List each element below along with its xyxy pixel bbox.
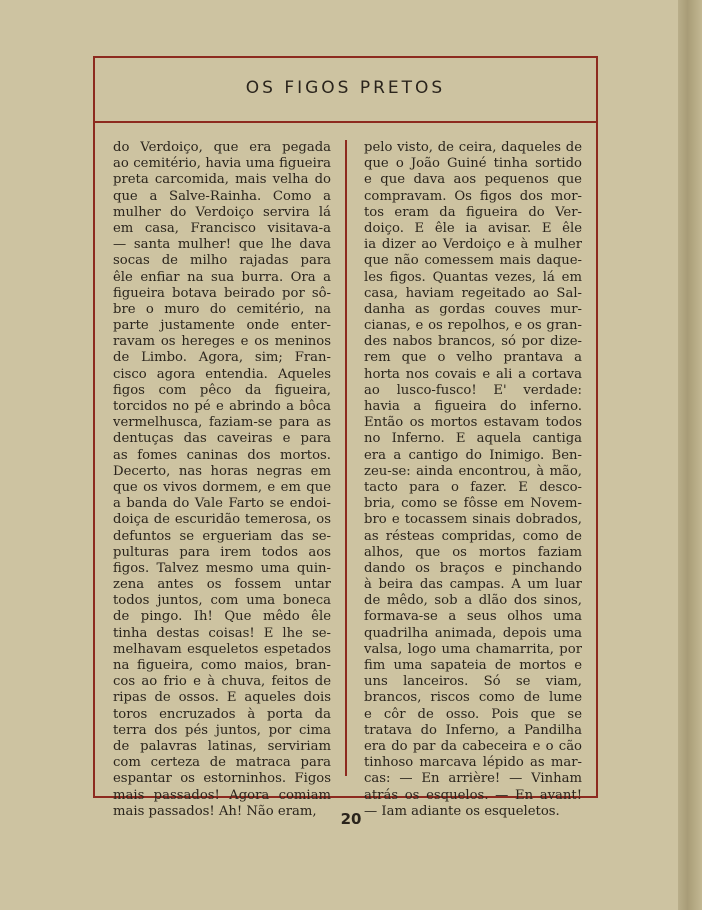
text-line: defuntos se ergueriam das se- bbox=[113, 528, 331, 544]
text-line: tacto para o fazer. E desco- bbox=[364, 479, 582, 495]
text-line: figos. Talvez mesmo uma quin- bbox=[113, 560, 331, 576]
text-line: parte justamente onde enter- bbox=[113, 318, 331, 334]
text-line: à beira das campas. A um luar bbox=[364, 577, 582, 593]
text-line: doiça de escuridão temerosa, os bbox=[113, 512, 331, 528]
text-line: ripas de ossos. E aqueles dois bbox=[113, 690, 331, 706]
text-column-left bbox=[113, 140, 331, 820]
text-line: mais passados! Ah! Não eram, bbox=[113, 803, 317, 819]
text-line: cisco agora entendia. Aqueles bbox=[113, 366, 331, 382]
text-line: na figueira, como maios, bran- bbox=[113, 658, 331, 673]
text-line: ia dizer ao Verdoiço e à mulher bbox=[364, 237, 582, 253]
text-line: dentuças das caveiras e para bbox=[113, 431, 331, 447]
text-line: atrás os esquelos. — En avant! bbox=[364, 787, 582, 803]
text-line: em casa, Francisco visitava-a bbox=[113, 220, 331, 236]
header-rule bbox=[95, 121, 596, 123]
text-line: ao cemitério, havia uma figueira bbox=[113, 156, 331, 172]
text-line: preta carcomida, mais velha do bbox=[113, 172, 331, 188]
text-line: pelo visto, de ceira, daqueles de bbox=[364, 140, 582, 155]
text-line: êle enfiar na sua burra. Ora a bbox=[113, 269, 331, 285]
text-line: bre o muro do cemitério, na bbox=[113, 301, 331, 317]
text-line: no Inferno. E aquela cantiga bbox=[364, 431, 582, 447]
text-line: bria, como se fôsse em Novem- bbox=[364, 496, 582, 512]
text-line: zena antes os fossem untar bbox=[113, 577, 331, 593]
text-line: alhos, que os mortos faziam bbox=[364, 544, 582, 560]
running-title: OS FIGOS PRETOS bbox=[245, 78, 446, 98]
text-line: figos com pêco da figueira, bbox=[113, 382, 331, 398]
text-line: Então os mortos estavam todos bbox=[364, 415, 582, 431]
text-line: cianas, e os repolhos, e os gran- bbox=[364, 318, 582, 334]
page-number: 20 bbox=[340, 810, 362, 828]
text-line: rem que o velho prantava a bbox=[364, 350, 582, 366]
text-line: de mêdo, sob a dlão dos sinos, bbox=[364, 593, 582, 609]
text-line: doiço. E êle ia avisar. E êle bbox=[364, 220, 582, 236]
column-divider bbox=[345, 140, 347, 776]
text-line: les figos. Quantas vezes, lá em bbox=[364, 269, 582, 285]
text-line: bro e tocassem sinais dobrados, bbox=[364, 512, 582, 528]
text-line: mais passados! Agora comiam bbox=[113, 787, 331, 803]
text-line: de palavras latinas, serviriam bbox=[113, 738, 331, 754]
text-line: e que dava aos pequenos que bbox=[364, 172, 582, 188]
text-line: horta nos covais e ali a cortava bbox=[364, 366, 582, 382]
text-line: torcidos no pé e abrindo a bôca bbox=[113, 399, 331, 414]
text-line: ao lusco-fusco! E' verdade: bbox=[364, 382, 582, 398]
text-line: que a Salve-Rainha. Como a bbox=[113, 188, 331, 204]
text-line: casa, haviam regeitado ao Sal- bbox=[364, 285, 582, 301]
text-line: a banda do Vale Farto se endoi- bbox=[113, 496, 331, 512]
text-line: tinha destas coisas! E lhe se- bbox=[113, 625, 331, 641]
text-line: as résteas compridas, como de bbox=[364, 528, 582, 544]
text-line: cos ao frio e à chuva, feitos de bbox=[113, 674, 331, 690]
book-spine bbox=[678, 0, 702, 910]
text-line: des nabos brancos, só por dize- bbox=[364, 334, 582, 350]
text-line: de pingo. Ih! Que mêdo êle bbox=[113, 609, 331, 625]
text-line: era do par da cabeceira e o cão bbox=[364, 738, 582, 754]
text-line: dando os braços e pinchando bbox=[364, 560, 582, 576]
text-line: do Verdoiço, que era pegada bbox=[113, 140, 331, 155]
text-line: mulher do Verdoiço servira lá bbox=[113, 204, 331, 220]
text-line: terra dos pés juntos, por cima bbox=[113, 722, 331, 738]
text-line: com certeza de matraca para bbox=[113, 755, 331, 771]
text-line: era a cantigo do Inimigo. Ben- bbox=[364, 447, 582, 463]
text-line: pulturas para irem todos aos bbox=[113, 544, 331, 560]
text-line: danha as gordas couves mur- bbox=[364, 301, 582, 317]
text-column-right bbox=[364, 140, 582, 820]
text-line: uns lanceiros. Só se viam, bbox=[364, 674, 582, 690]
text-line: zeu-se: ainda encontrou, à mão, bbox=[364, 463, 582, 479]
text-line: ravam os hereges e os meninos bbox=[113, 334, 331, 350]
text-line: compravam. Os figos dos mor- bbox=[364, 188, 582, 204]
text-line: todos juntos, com uma boneca bbox=[113, 593, 331, 609]
text-line: figueira botava beirado por sô- bbox=[113, 285, 331, 301]
text-line: tinhoso marcava lépido as mar- bbox=[364, 755, 582, 771]
text-line: de Limbo. Agora, sim; Fran- bbox=[113, 350, 331, 366]
text-line: quadrilha animada, depois uma bbox=[364, 625, 582, 641]
text-line: — Iam adiante os esqueletos. bbox=[364, 803, 560, 819]
text-line: — santa mulher! que lhe dava bbox=[113, 237, 331, 253]
text-line: espantar os estorninhos. Figos bbox=[113, 771, 331, 787]
text-line: as fomes caninas dos mortos. bbox=[113, 447, 331, 463]
text-line: vermelhusca, faziam-se para as bbox=[113, 415, 331, 431]
text-line: Decerto, nas horas negras em bbox=[113, 463, 331, 479]
text-line: havia a figueira do inferno. bbox=[364, 399, 582, 414]
text-line: formava-se a seus olhos uma bbox=[364, 609, 582, 625]
text-line: valsa, logo uma chamarrita, por bbox=[364, 641, 582, 657]
text-line: socas de milho rajadas para bbox=[113, 253, 331, 269]
text-line: cas: — En arrière! — Vinham bbox=[364, 771, 582, 787]
text-line: tos eram da figueira do Ver- bbox=[364, 204, 582, 220]
text-line: que não comessem mais daque- bbox=[364, 253, 582, 269]
text-line: que o João Guiné tinha sortido bbox=[364, 156, 582, 172]
text-line: toros encruzados à porta da bbox=[113, 706, 331, 722]
text-line: melhavam esqueletos espetados bbox=[113, 641, 331, 657]
text-line: que os vivos dormem, e em que bbox=[113, 479, 331, 495]
text-line: tratava do Inferno, a Pandilha bbox=[364, 722, 582, 738]
text-line: brancos, riscos como de lume bbox=[364, 690, 582, 706]
text-line: e côr de osso. Pois que se bbox=[364, 706, 582, 722]
text-line: fim uma sapateia de mortos e bbox=[364, 658, 582, 673]
